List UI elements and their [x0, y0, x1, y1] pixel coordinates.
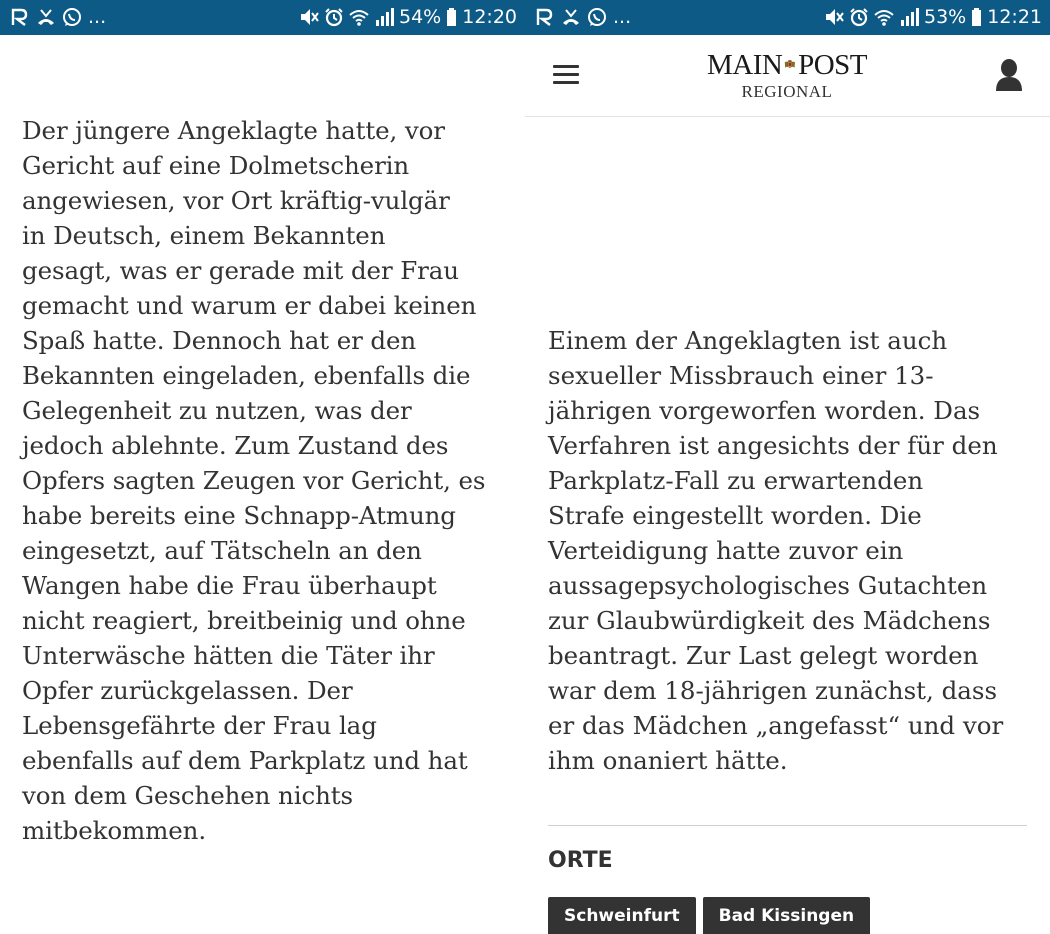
coat-of-arms-icon: [784, 52, 796, 78]
alarm-icon: [849, 6, 869, 28]
mute-vibrate-icon: [824, 6, 844, 28]
wifi-icon: [874, 6, 894, 28]
tag-bad-kissingen[interactable]: Bad Kissingen: [703, 897, 871, 934]
user-account-icon[interactable]: [995, 58, 1023, 92]
right-screen: [525, 0, 1050, 934]
status-bar-notifications: [10, 5, 106, 29]
status-bar-notifications: [535, 5, 631, 29]
battery-icon: [446, 6, 457, 28]
alarm-icon: [324, 6, 344, 28]
app-header: [525, 35, 1050, 117]
logo-left-text: MAIN: [707, 49, 783, 81]
missed-call-icon: [561, 6, 581, 28]
tag-schweinfurt[interactable]: Schweinfurt: [548, 897, 696, 934]
r-app-icon: [535, 6, 555, 28]
whatsapp-icon: [62, 6, 82, 28]
logo-right-text: POST: [798, 49, 867, 81]
whatsapp-icon: [587, 6, 607, 28]
battery-icon: [971, 6, 982, 28]
section-divider: [548, 825, 1027, 826]
status-bar-system: [824, 5, 1042, 29]
status-bar: [525, 0, 1050, 35]
clock: 12:21: [987, 6, 1042, 28]
status-ellipsis: ...: [613, 6, 632, 28]
hamburger-menu-icon[interactable]: [553, 65, 579, 87]
mute-vibrate-icon: [299, 6, 319, 28]
article-body: Einem der Angeklagten ist auch sexueller Missbrauch einer 13- jährigen vorgeworfen worden. Das Verfahren ist angesichts der für den Parkplatz-Fall zu erwartenden Strafe eingestellt worden. Die Verteidigung hatte zuvor ein aussagepsychologisches Gutachten zur Glaubwürdigkeit des Mädchens beantragt. Zur Last gelegt worden war dem 18-jährigen zunächst, dass er das Mädchen „angefasst“ und vor ihm onaniert hätte.: [548, 326, 1004, 775]
mainpost-logo[interactable]: [707, 49, 867, 102]
status-bar: [0, 0, 525, 35]
logo-wordmark: [707, 49, 867, 81]
orte-tag-list: [548, 897, 870, 934]
signal-icon: [374, 6, 394, 28]
r-app-icon: [10, 6, 30, 28]
logo-subtitle: REGIONAL: [741, 82, 833, 101]
signal-icon: [899, 6, 919, 28]
article-body: Der jüngere Angeklagte hatte, vor Gericht auf eine Dolmetscherin angewiesen, vor Ort kräftig-vulgär in Deutsch, einem Bekannten gesagt, was er gerade mit der Frau gemacht und warum er dabei keinen Spaß hatte. Dennoch hat er den Bekannten eingeladen, ebenfalls die Gelegenheit zu nutzen, was der jedoch ablehnte. Zum Zustand des Opfers sagten Zeugen vor Gericht, es habe bereits eine Schnapp-Atmung eingesetzt, auf Tätscheln an den Wangen habe die Frau überhaupt nicht reagiert, breitbeinig und ohne Unterwäsche hätten die Täter ihr Opfer zurückgelassen. Der Lebensgefährte der Frau lag ebenfalls auf dem Parkplatz und hat von dem Geschehen nichts mitbekommen.: [22, 116, 486, 845]
orte-heading: ORTE: [548, 848, 613, 873]
status-bar-system: [299, 5, 517, 29]
clock: 12:20: [462, 6, 517, 28]
wifi-icon: [349, 6, 369, 28]
missed-call-icon: [36, 6, 56, 28]
battery-percent: 53%: [924, 6, 967, 28]
battery-percent: 54%: [399, 6, 442, 28]
status-ellipsis: ...: [88, 6, 107, 28]
